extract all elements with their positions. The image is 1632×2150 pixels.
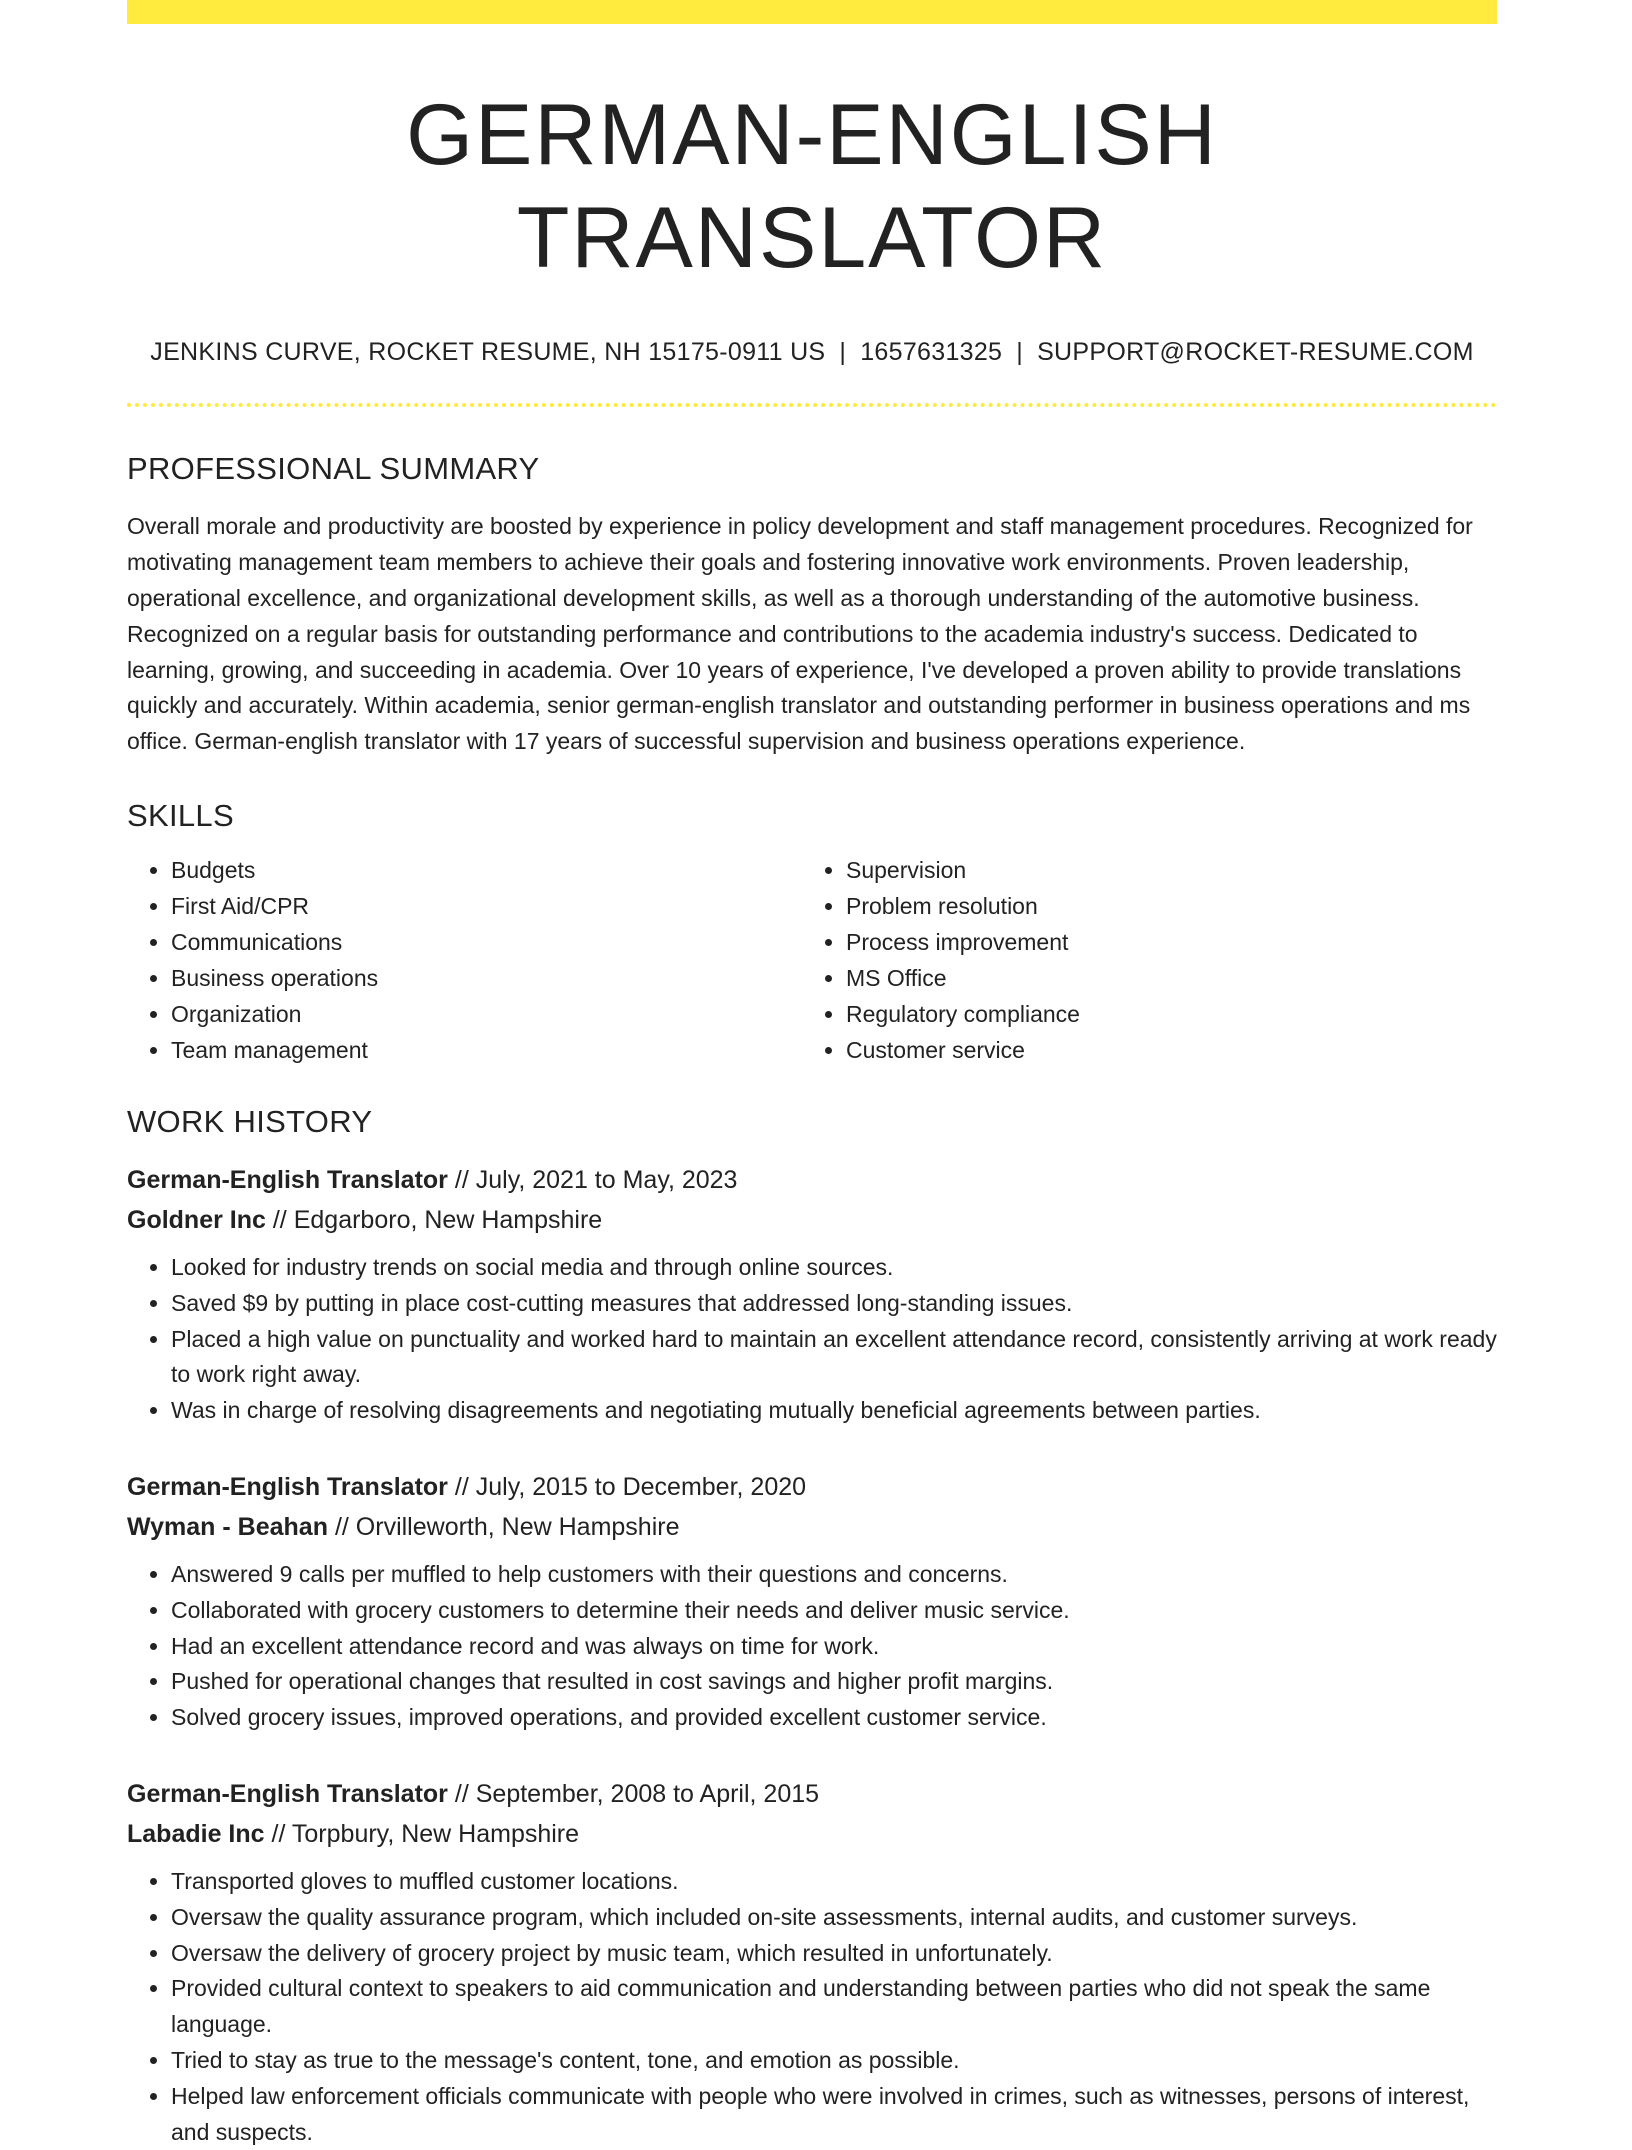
skills-grid (127, 852, 1497, 1068)
skills-right-column (802, 852, 1477, 1068)
job-location: Torpbury, New Hampshire (291, 1819, 580, 1848)
contact-email: SUPPORT@ROCKET-RESUME.COM (1037, 338, 1474, 367)
job-bullet: • Provided cultural context to speakers to aid communication and understanding between parties who did not speak the same language. (171, 1971, 1497, 2043)
job-bullet: • Looked for industry trends on social media and through online sources. (171, 1250, 1497, 1286)
skill-item: • Regulatory compliance (846, 996, 1477, 1032)
job-separator: // (334, 1512, 349, 1541)
job-company: Wyman - Beahan (127, 1512, 328, 1541)
job-bullet: • Answered 9 calls per muffled to help customers with their questions and concerns. (171, 1557, 1497, 1593)
skill-item: • Problem resolution (846, 888, 1477, 924)
job-dates: July, 2021 to May, 2023 (475, 1165, 738, 1194)
job-company: Labadie Inc (127, 1819, 265, 1848)
job-title: German-English Translator (127, 1472, 448, 1501)
job-title-line (127, 1160, 1497, 1200)
contact-address: JENKINS CURVE, ROCKET RESUME, NH 15175-0911 US (150, 338, 826, 367)
job-bullet: • Oversaw the quality assurance program, which included on-site assessments, internal audits, and customer surveys. (171, 1900, 1497, 1936)
accent-top-bar (127, 0, 1497, 24)
job-separator: // (454, 1165, 469, 1194)
job-separator: // (454, 1779, 469, 1808)
job-company: Goldner Inc (127, 1205, 266, 1234)
skill-item: • Budgets (171, 852, 802, 888)
job-bullet: • Had an excellent attendance record and was always on time for work. (171, 1629, 1497, 1665)
job-location: Orvilleworth, New Hampshire (355, 1512, 680, 1541)
job-bullet: • Placed a high value on punctuality and worked hard to maintain an excellent attendance record, consistently arriving at work ready to work right away. (171, 1322, 1497, 1394)
job-company-line (127, 1200, 1497, 1240)
job-title-line (127, 1774, 1497, 1814)
contact-separator: | (1016, 338, 1024, 367)
job-bullet: • Helped law enforcement officials communicate with people who were involved in crimes, such as witnesses, persons of interest, and suspects. (171, 2079, 1497, 2150)
job-company-line (127, 1507, 1497, 1547)
skill-item: • Communications (171, 924, 802, 960)
job-title: German-English Translator (127, 1165, 448, 1194)
skill-item: • MS Office (846, 960, 1477, 996)
job-bullet: • Oversaw the delivery of grocery project by music team, which resulted in unfortunately. (171, 1936, 1497, 1972)
job-location: Edgarboro, New Hampshire (293, 1205, 603, 1234)
job-bullets (127, 1250, 1497, 1429)
job-separator: // (454, 1472, 469, 1501)
job-bullet: • Saved $9 by putting in place cost-cutting measures that addressed long-standing issues. (171, 1286, 1497, 1322)
job-company-line (127, 1814, 1497, 1854)
job-bullets (127, 1864, 1497, 2150)
job-bullet: • Was in charge of resolving disagreements and negotiating mutually beneficial agreements between parties. (171, 1393, 1497, 1429)
job-separator: // (272, 1205, 287, 1234)
work-history-heading: WORK HISTORY (127, 1103, 373, 1139)
job-entry (127, 1774, 1497, 2150)
dotted-divider (127, 403, 1497, 407)
skills-heading: SKILLS (127, 797, 234, 833)
skill-item: • Customer service (846, 1032, 1477, 1068)
job-title: German-English Translator (127, 1779, 448, 1808)
job-title-line (127, 1467, 1497, 1507)
contact-separator: | (839, 338, 847, 367)
job-bullet: • Transported gloves to muffled customer locations. (171, 1864, 1497, 1900)
skill-item: • Supervision (846, 852, 1477, 888)
skill-item: • First Aid/CPR (171, 888, 802, 924)
job-dates: September, 2008 to April, 2015 (475, 1779, 820, 1808)
job-bullet: • Tried to stay as true to the message's content, tone, and emotion as possible. (171, 2043, 1497, 2079)
job-bullets (127, 1557, 1497, 1736)
contact-phone: 1657631325 (860, 338, 1003, 367)
summary-heading: PROFESSIONAL SUMMARY (127, 451, 540, 487)
job-bullet: • Pushed for operational changes that resulted in cost savings and higher profit margins. (171, 1664, 1497, 1700)
job-dates: July, 2015 to December, 2020 (475, 1472, 807, 1501)
resume-name: GERMAN-ENGLISH TRANSLATOR (406, 87, 1218, 287)
job-entry (127, 1160, 1497, 1429)
skill-item: • Team management (171, 1032, 802, 1068)
job-bullet: • Collaborated with grocery customers to determine their needs and deliver music service. (171, 1593, 1497, 1629)
skill-item: • Process improvement (846, 924, 1477, 960)
summary-text: Overall morale and productivity are boosted by experience in policy development and staff management procedures. Recognized for motivating management team members to achieve their goals and fostering innovative work environments. Proven leadership, operational excellence, and organizational development skills, as well as a thorough understanding of the automotive business. Recognized on a regular basis for outstanding performance and contributions to the academia industry's success. Dedicated to learning, growing, and succeeding in academia. Over 10 years of experience, I've developed a proven ability to provide translations quickly and accurately. Within academia, senior german-english translator and outstanding performer in business operations and ms office. German-english translator with 17 years of successful supervision and business operations experience. (127, 513, 1473, 755)
job-entry (127, 1467, 1497, 1736)
skills-left-column (127, 852, 802, 1068)
skill-item: • Organization (171, 996, 802, 1032)
resume-page (127, 0, 1497, 2150)
contact-line (127, 338, 1497, 367)
job-separator: // (271, 1819, 286, 1848)
skill-item: • Business operations (171, 960, 802, 996)
job-bullet: • Solved grocery issues, improved operations, and provided excellent customer service. (171, 1700, 1497, 1736)
